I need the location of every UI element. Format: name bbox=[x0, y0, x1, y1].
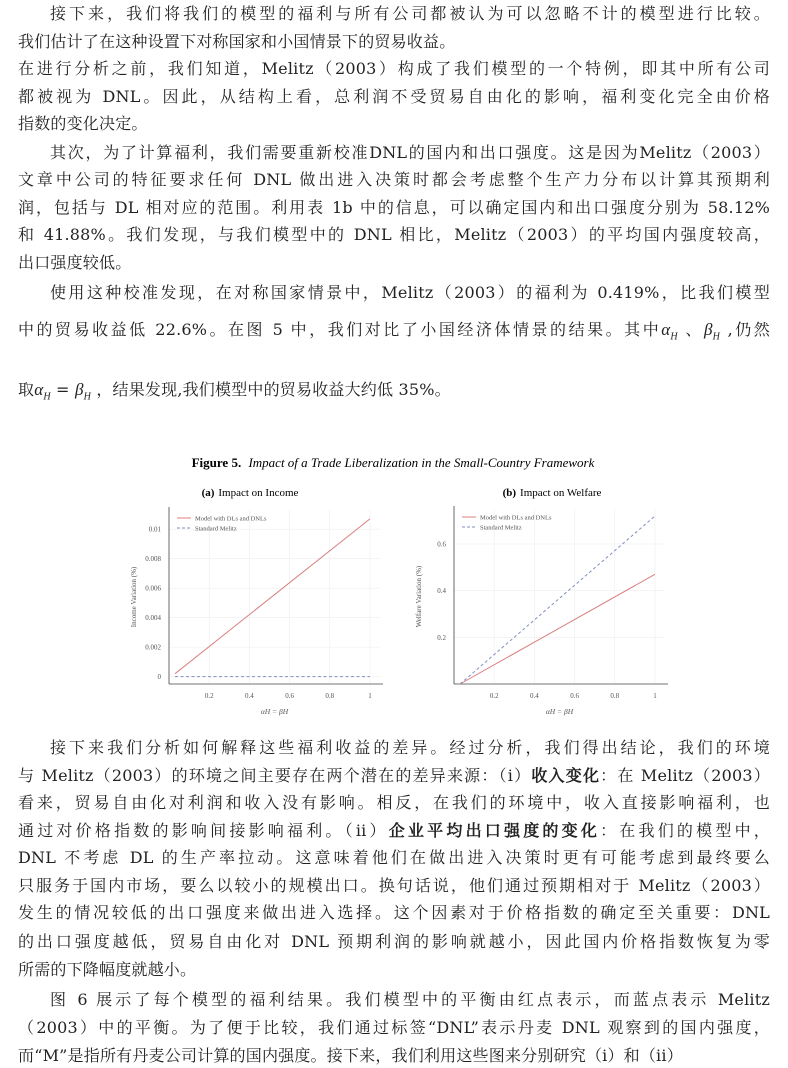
paragraph-line bbox=[18, 874, 770, 898]
text-run: 与 Melitz（2003）的环境之间主要存在两个潜在的差异来源：（i） bbox=[18, 766, 532, 785]
text-run: 接下来，我们将我们的模型的福利与所有公司都被认为可以忽略不计的模型进行比较。 bbox=[50, 4, 770, 23]
text-run: 指数的变化决定。 bbox=[18, 114, 148, 133]
x-tick-label: 0.8 bbox=[325, 692, 335, 700]
text-run: 而“M”是指所有丹麦公司计算的国内强度。接下来，我们利用这些图来分别研究（i）和（ii） bbox=[18, 1046, 683, 1065]
text-run: 文章中公司的特征要求任何 DNL 做出进入决策时都会考虑整个生产力分布以计算其预期利 bbox=[18, 170, 770, 189]
text-run: 看来，贸易自由化对利润和收入没有影响。相反，在我们的环境中，收入直接影响福利，也 bbox=[18, 793, 770, 812]
figure-title: Impact of a Trade Liberalization in the Small-Country Framework bbox=[248, 455, 595, 470]
text-run: 只服务于国内市场，要么以较小的规模出口。换句话说，他们通过预期相对于 Melitz（2003） bbox=[18, 876, 770, 895]
paragraph-line bbox=[18, 318, 770, 342]
text-run: 通过对价格指数的影响间接影响福利。（ii） bbox=[18, 821, 389, 840]
panel-title-text: Impact on Income bbox=[218, 487, 299, 499]
paragraph-line bbox=[18, 958, 770, 982]
text-run: ：在我们的模型中， bbox=[600, 821, 770, 840]
text-run: 发生的情况较低的出口强度来做出进入选择。这个因素对于价格指数的确定至关重要：DNL bbox=[18, 903, 770, 922]
paragraph-line bbox=[18, 1044, 770, 1068]
math-letter: β bbox=[74, 380, 84, 399]
x-tick-label: 1 bbox=[368, 692, 372, 700]
text-run: 接下来我们分析如何解释这些福利收益的差异。经过分析，我们得出结论，我们的环境 bbox=[50, 738, 770, 757]
paragraph-line bbox=[18, 168, 770, 192]
x-tick-label: 0.4 bbox=[245, 692, 254, 700]
paragraph-line bbox=[18, 819, 770, 843]
text-run: ,仍然 bbox=[720, 320, 770, 339]
y-tick-label: 0.002 bbox=[145, 643, 161, 652]
bold-text: 收入变化 bbox=[531, 766, 601, 785]
paragraph-line bbox=[18, 378, 770, 402]
panel-title-text: Impact on Welfare bbox=[520, 487, 602, 499]
text-run: 、 bbox=[677, 320, 704, 339]
paragraph-line bbox=[18, 846, 770, 870]
x-tick-label: 0.6 bbox=[285, 692, 294, 700]
x-tick-label: 0.2 bbox=[489, 692, 499, 700]
text-run: = bbox=[50, 380, 75, 399]
paragraph-line bbox=[18, 112, 770, 136]
text-run: 所需的下降幅度就越小。 bbox=[18, 960, 197, 979]
panel-title bbox=[503, 487, 602, 499]
x-tick-label: 0.6 bbox=[570, 692, 579, 700]
y-axis-label: Welfare Variation (%) bbox=[415, 565, 423, 628]
math-subscript: H bbox=[43, 391, 51, 403]
math-symbol bbox=[74, 380, 92, 403]
text-run: 和 41.88%。我们发现，与我们模型中的 DNL 相比，Melitz（2003）的平均国内强度较高， bbox=[18, 225, 770, 244]
math-letter: α bbox=[34, 380, 44, 399]
figure-5 bbox=[0, 440, 788, 730]
y-tick-label: 0.008 bbox=[145, 555, 161, 564]
math-letter: β bbox=[703, 320, 713, 339]
math-symbol bbox=[661, 320, 678, 343]
panel-label: (a) bbox=[201, 487, 215, 499]
paragraph-line bbox=[18, 85, 770, 109]
paragraph-line bbox=[18, 930, 770, 954]
y-tick-label: 0.6 bbox=[437, 540, 446, 549]
text-run: 都被视为 DNL。因此，从结构上看，总利润不受贸易自由化的影响，福利变化完全由价格 bbox=[18, 87, 770, 106]
y-tick-label: 0 bbox=[157, 673, 161, 682]
legend-label: Model with DLs and DNLs bbox=[195, 515, 267, 523]
panel-a-income-chart bbox=[130, 487, 383, 716]
svg-text:Figure 5. Impact of a Trad bbox=[192, 455, 595, 470]
x-tick-label: 0.2 bbox=[204, 692, 214, 700]
legend-label: Standard Melitz bbox=[480, 524, 522, 532]
y-tick-label: 0.006 bbox=[145, 584, 161, 593]
paragraph-line bbox=[18, 901, 770, 925]
math-symbol bbox=[34, 380, 51, 403]
series-line-model bbox=[175, 519, 370, 674]
bold-text: 企业平均出口强度的变化 bbox=[388, 821, 601, 840]
text-run: 图 6 展示了每个模型的福利结果。我们模型中的平衡由红点表示，而蓝点表示 Melitz bbox=[50, 990, 770, 1009]
text-run: 我们估计了在这种设置下对称国家和小国情景下的贸易收益。 bbox=[18, 32, 456, 51]
y-axis-label: Income Variation (%) bbox=[130, 566, 138, 628]
paragraph-line bbox=[50, 988, 770, 1012]
legend-label: Model with DLs and DNLs bbox=[480, 514, 552, 522]
text-run: 其次，为了计算福利，我们需要重新校准DNL的国内和出口强度。这是因为Melitz（2003） bbox=[50, 143, 770, 162]
x-axis-label: αH = βH bbox=[545, 707, 574, 716]
panel-b-welfare-chart bbox=[415, 487, 668, 716]
math-symbol bbox=[703, 320, 721, 343]
text-run: 在进行分析之前，我们知道，Melitz（2003）构成了我们模型的一个特例，即其中所有公司 bbox=[18, 59, 770, 78]
figure-label: Figure 5. bbox=[191, 455, 242, 470]
math-subscript: H bbox=[712, 331, 721, 343]
paragraph-line bbox=[50, 281, 770, 305]
text-run: 润，包括与 DL 相对应的范围。利用表 1b 中的信息，可以确定国内和出口强度分别为 58.12% bbox=[18, 198, 770, 217]
x-tick-label: 1 bbox=[653, 692, 657, 700]
y-tick-label: 0.4 bbox=[437, 587, 446, 596]
paragraph-line bbox=[18, 30, 770, 54]
paragraph-line bbox=[50, 2, 770, 26]
text-run: DNL 不考虑 DL 的生产率拉动。这意味着他们在做出进入决策时更有可能考虑到最终要么 bbox=[18, 848, 770, 867]
text-run: 中的贸易收益低 22.6%。在图 5 中，我们对比了小国经济体情景的结果。其中 bbox=[18, 320, 662, 339]
y-tick-label: 0.004 bbox=[145, 614, 161, 623]
math-subscript: H bbox=[83, 391, 92, 403]
legend-label: Standard Melitz bbox=[195, 525, 237, 533]
paragraph-line bbox=[18, 1016, 770, 1040]
paragraph-line bbox=[18, 764, 770, 788]
series-line-melitz bbox=[460, 516, 655, 684]
y-tick-label: 0.01 bbox=[148, 525, 161, 534]
paragraph-line bbox=[18, 791, 770, 815]
text-run: 取 bbox=[18, 380, 35, 399]
panel-title bbox=[202, 487, 299, 499]
x-tick-label: 0.8 bbox=[610, 692, 620, 700]
paragraph-line bbox=[50, 141, 770, 165]
text-run: ，结果发现,我们模型中的贸易收益大约低 35%。 bbox=[91, 380, 451, 399]
y-tick-label: 0.2 bbox=[437, 633, 446, 642]
x-tick-label: 0.4 bbox=[530, 692, 539, 700]
x-axis-label: αH = βH bbox=[260, 707, 289, 716]
paragraph-line bbox=[18, 223, 770, 247]
text-run: ：在 Melitz（2003） bbox=[600, 766, 770, 785]
panel-label: (b) bbox=[502, 487, 517, 499]
text-run: 的出口强度越低，贸易自由化对 DNL 预期利润的影响就越小，因此国内价格指数恢复为零 bbox=[18, 932, 770, 951]
paragraph-line bbox=[50, 736, 770, 760]
math-subscript: H bbox=[670, 331, 678, 343]
text-run: 使用这种校准发现，在对称国家情景中，Melitz（2003）的福利为 0.419%，比我们模型 bbox=[50, 283, 770, 302]
text-run: （2003）中的平衡。为了便于比较，我们通过标签“DNL”表示丹麦 DNL 观察到的国内强度， bbox=[18, 1018, 770, 1037]
text-run: 出口强度较低。 bbox=[18, 253, 132, 272]
paragraph-line bbox=[18, 57, 770, 81]
paragraph-line bbox=[18, 251, 770, 275]
math-letter: α bbox=[661, 320, 671, 339]
paragraph-line bbox=[18, 196, 770, 220]
